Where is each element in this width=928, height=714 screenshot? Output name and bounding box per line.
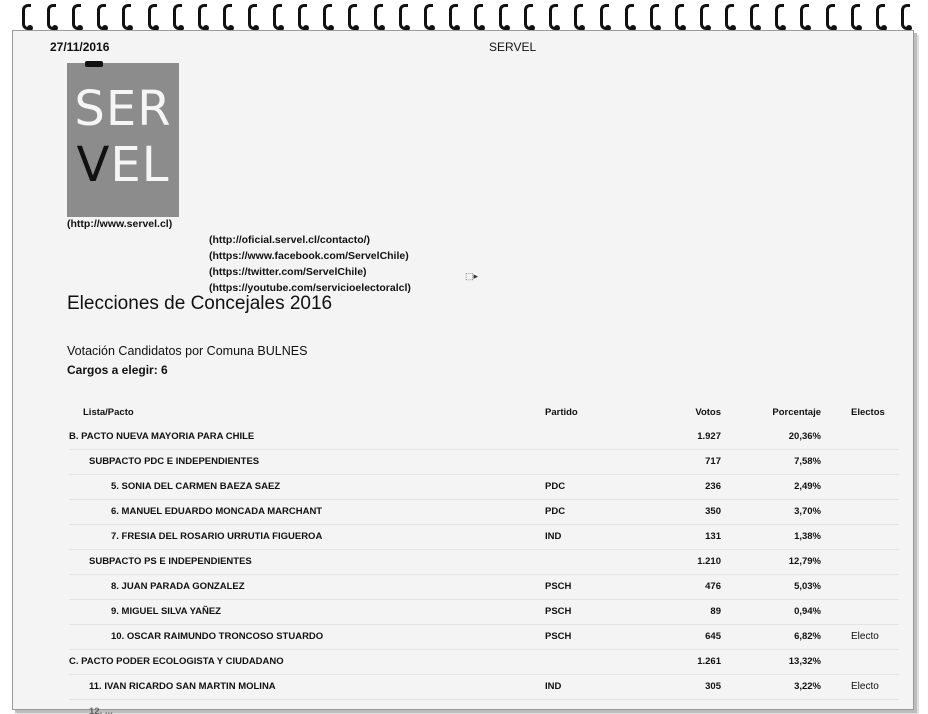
row-votes: 1.210 (697, 556, 721, 567)
table-row (69, 450, 899, 475)
row-votes: 645 (705, 631, 721, 642)
spiral-ring (273, 4, 282, 30)
spiral-ring (348, 4, 357, 30)
row-percent: 2,49% (794, 481, 821, 492)
row-name: 9. MIGUEL SILVA YAÑEZ (111, 606, 221, 617)
table-row (69, 650, 899, 675)
row-percent: 5,03% (794, 581, 821, 592)
spiral-ring (750, 4, 759, 30)
spiral-ring (725, 4, 734, 30)
logo-line-1: SER (74, 81, 172, 137)
results-table (69, 401, 899, 714)
spiral-ring (600, 4, 609, 30)
spiral-ring (173, 4, 182, 30)
page-subtitle: Votación Candidatos por Comuna BULNES (67, 344, 308, 358)
col-header-elected: Electos (851, 407, 885, 418)
spiral-ring (198, 4, 207, 30)
spiral-ring (800, 4, 809, 30)
row-party: PDC (545, 481, 566, 492)
spiral-ring (122, 4, 131, 30)
row-name: 6. MANUEL EDUARDO MONCADA MARCHANT (111, 506, 323, 517)
row-percent: 12,79% (788, 556, 821, 567)
row-percent: 20,36% (788, 431, 821, 442)
row-percent: 7,58% (794, 456, 821, 467)
table-row (69, 575, 899, 600)
row-name: 11. IVAN RICARDO SAN MARTIN MOLINA (89, 681, 276, 692)
row-name: 10. OSCAR RAIMUNDO TRONCOSO STUARDO (111, 631, 324, 642)
row-party: PDC (545, 506, 566, 517)
spiral-ring (22, 4, 31, 30)
row-votes: 476 (705, 581, 721, 592)
positions-to-elect: Cargos a elegir: 6 (67, 363, 168, 377)
row-name: SUBPACTO PS E INDEPENDIENTES (89, 556, 252, 567)
spiral-ring (700, 4, 709, 30)
spiral-ring (524, 4, 533, 30)
table-header (69, 401, 899, 425)
row-name: 12. ... (89, 706, 113, 714)
row-percent: 0,94% (794, 606, 821, 617)
row-percent: 3,70% (794, 506, 821, 517)
logo-line-2-rest: EL (110, 137, 170, 193)
spiral-ring (424, 4, 433, 30)
spiral-ring (549, 4, 558, 30)
row-percent: 13,32% (788, 656, 821, 667)
twitter-link[interactable]: (https://twitter.com/ServelChile) (209, 266, 367, 278)
row-percent: 1,38% (794, 531, 821, 542)
spiral-ring (47, 4, 56, 30)
row-party: PSCH (545, 606, 572, 617)
spiral-ring (901, 4, 910, 30)
row-votes: 305 (705, 681, 721, 692)
spiral-ring (298, 4, 307, 30)
row-votes: 717 (705, 456, 721, 467)
col-header-votes: Votos (695, 407, 721, 418)
print-date: 27/11/2016 (50, 40, 110, 54)
row-percent: 3,22% (794, 681, 821, 692)
spiral-ring (625, 4, 634, 30)
col-header-party: Partido (545, 407, 578, 418)
spiral-ring (650, 4, 659, 30)
row-name: 7. FRESIA DEL ROSARIO URRUTIA FIGUEROA (111, 531, 323, 542)
logo-line-2 (67, 137, 179, 193)
spiral-ring (574, 4, 583, 30)
table-row (69, 625, 899, 650)
spiral-ring (876, 4, 885, 30)
cursor-icon: ⬚▸ (465, 271, 479, 281)
row-name: 8. JUAN PARADA GONZALEZ (111, 581, 245, 592)
contact-link[interactable]: (http://oficial.servel.cl/contacto/) (209, 234, 371, 246)
spiral-ring (851, 4, 860, 30)
row-votes: 1.261 (697, 656, 721, 667)
spiral-ring (775, 4, 784, 30)
table-row (69, 700, 899, 714)
row-name: SUBPACTO PDC E INDEPENDIENTES (89, 456, 260, 467)
spiral-ring (399, 4, 408, 30)
document-page (12, 30, 914, 714)
spiral-ring (474, 4, 483, 30)
youtube-link[interactable]: (https://youtube.com/servicioelectoralcl) (209, 282, 411, 294)
spiral-ring (148, 4, 157, 30)
site-link[interactable]: (http://www.servel.cl) (67, 218, 173, 230)
table-row (69, 500, 899, 525)
row-name: 5. SONIA DEL CARMEN BAEZA SAEZ (111, 481, 281, 492)
spiral-ring (323, 4, 332, 30)
table-row (69, 550, 899, 575)
spiral-ring (449, 4, 458, 30)
row-party: IND (545, 681, 562, 692)
row-votes: 350 (705, 506, 721, 517)
col-header-list: Lista/Pacto (83, 407, 134, 418)
table-row (69, 475, 899, 500)
row-party: IND (545, 531, 562, 542)
row-votes: 236 (705, 481, 721, 492)
row-name: B. PACTO NUEVA MAYORIA PARA CHILE (69, 431, 255, 442)
spiral-ring (499, 4, 508, 30)
spiral-ring (72, 4, 81, 30)
row-votes: 89 (710, 606, 721, 617)
spiral-ring (248, 4, 257, 30)
row-elected: Electo (851, 681, 879, 692)
table-row (69, 525, 899, 550)
logo-notch (85, 61, 103, 67)
spiral-ring (374, 4, 383, 30)
row-name: C. PACTO PODER ECOLOGISTA Y CIUDADANO (69, 656, 284, 667)
row-votes: 1.927 (697, 431, 721, 442)
row-votes: 131 (705, 531, 721, 542)
table-row (69, 600, 899, 625)
row-percent: 6,82% (794, 631, 821, 642)
spiral-ring (97, 4, 106, 30)
spiral-ring (826, 4, 835, 30)
row-elected: Electo (851, 631, 879, 642)
row-party: PSCH (545, 631, 572, 642)
spiral-ring (675, 4, 684, 30)
spiral-ring (223, 4, 232, 30)
facebook-link[interactable]: (https://www.facebook.com/ServelChile) (209, 250, 409, 262)
table-row (69, 675, 899, 700)
page-title: Elecciones de Concejales 2016 (67, 293, 333, 314)
table-row (69, 425, 899, 450)
logo-v-letter: V (76, 137, 111, 193)
col-header-percent: Porcentaje (772, 407, 821, 418)
servel-logo[interactable] (67, 63, 179, 217)
print-header-title: SERVEL (489, 40, 537, 54)
row-party: PSCH (545, 581, 572, 592)
